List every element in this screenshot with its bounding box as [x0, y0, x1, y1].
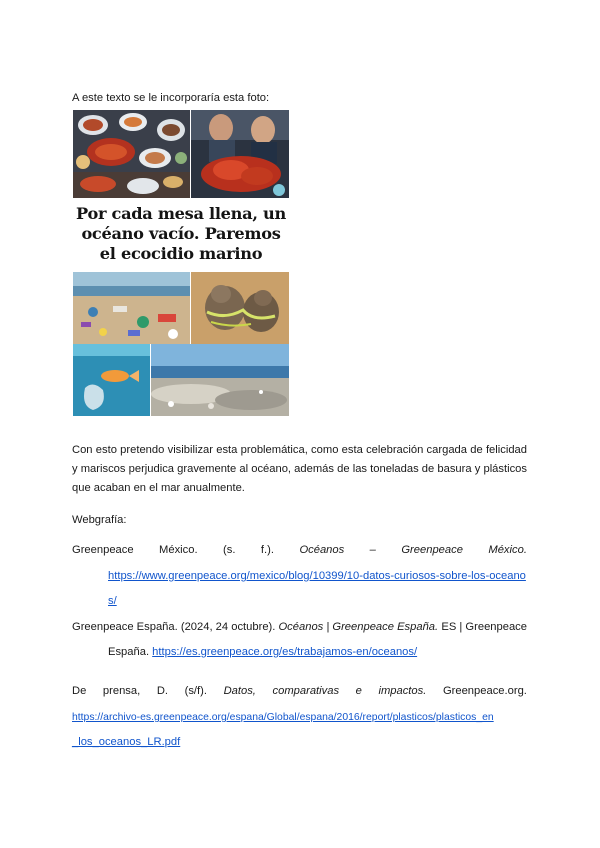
- intro-text: A este texto se le incorporaría esta foto:: [72, 92, 270, 104]
- ref3-d: (s/f).: [184, 685, 207, 697]
- ocean-shore-photo: [151, 344, 289, 416]
- ref1-link-continued[interactable]: s/: [108, 595, 117, 607]
- ref3-a: De: [72, 685, 87, 697]
- ref3-link-continued[interactable]: _los_oceanos_LR.pdf: [72, 736, 181, 748]
- ref1-date-2: f.).: [260, 544, 274, 556]
- ref2-link[interactable]: https://es.greenpeace.org/es/trabajamos-en/oceanos/: [152, 646, 418, 658]
- underwater-bag-photo: [73, 344, 150, 416]
- ref1-title-3: México.: [488, 544, 527, 556]
- seals-photo: [191, 272, 289, 344]
- webgrafia-heading: Webgrafía:: [72, 514, 127, 526]
- reference-3-line-1: [72, 682, 527, 702]
- ref1-date-1: (s.: [223, 544, 236, 556]
- ref3-c: D.: [156, 685, 169, 697]
- ref3-e: Datos,: [223, 685, 256, 697]
- beach-trash-photo: [73, 272, 190, 344]
- ref3-h: impactos.: [378, 685, 427, 697]
- reference-3-line-2: [72, 708, 527, 728]
- reference-2-line-1: [72, 618, 527, 638]
- poster-headline-line-1: Por cada mesa llena, un: [76, 204, 286, 223]
- paragraph-line-2: y mariscos perjudica gravemente al océano, además de las toneladas de basura y plásticos: [72, 463, 527, 475]
- paragraph-line-3: que acaban en el mar anualmente.: [72, 482, 245, 494]
- ref3-g: e: [355, 685, 362, 697]
- ref1-link[interactable]: https://www.greenpeace.org/mexico/blog/10399/10-datos-curiosos-sobre-los-oceano: [108, 570, 526, 582]
- reference-1-line-2: [108, 567, 528, 587]
- ref1-author: Greenpeace: [72, 544, 134, 556]
- reference-2-line-2: [108, 643, 417, 663]
- lobster-photo: [191, 110, 289, 198]
- ref3-b: prensa,: [102, 685, 141, 697]
- ref3-link[interactable]: https://archivo-es.greenpeace.org/espana/Global/espana/2016/report/plasticos/plasticos_en: [72, 712, 494, 723]
- ref1-title-1: Océanos: [299, 544, 345, 556]
- ref1-dash: –: [369, 544, 376, 556]
- poster-headline-line-2: océano vacío. Paremos: [81, 224, 281, 243]
- ref3-i: Greenpeace.org.: [442, 685, 527, 697]
- reference-3-line-3: [72, 733, 180, 753]
- seafood-photo: [73, 110, 190, 172]
- ref3-f: comparativas: [272, 685, 340, 697]
- poster-headline-line-3: el ecocidio marino: [99, 244, 263, 263]
- seafood-photo-strip: [73, 172, 190, 198]
- reference-1-line-1: [72, 541, 527, 561]
- poster-image: [73, 110, 289, 416]
- poster-headline: [73, 204, 289, 264]
- reference-1-line-3: [108, 592, 117, 612]
- ref1-author-2: México.: [159, 544, 198, 556]
- ref2-tail: ES | Greenpeace: [438, 621, 527, 633]
- paragraph-line-1: Con esto pretendo visibilizar esta problemática, como esta celebración cargada de felicidad: [72, 444, 527, 456]
- ref2-lead: Greenpeace España. (2024, 24 octubre).: [72, 621, 279, 633]
- ref2-title: Océanos | Greenpeace España.: [278, 621, 439, 633]
- ref2-line2-pre: España.: [108, 646, 153, 658]
- ref1-title-2: Greenpeace: [401, 544, 463, 556]
